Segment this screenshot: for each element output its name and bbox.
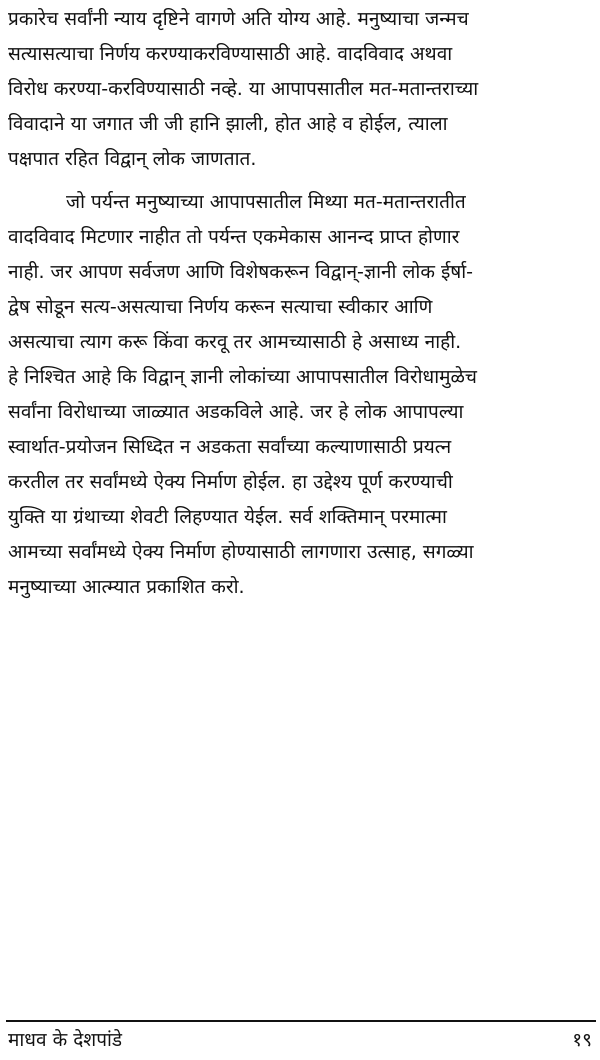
page-footer: [8, 1024, 592, 1056]
footer-author-name: माधव के देशपांडे: [8, 1029, 123, 1051]
text-line: द्वेष सोडून सत्य-असत्याचा निर्णय करून सत्याचा स्वीकार आणि: [8, 296, 433, 318]
paragraph-2: [8, 185, 596, 605]
text-line: करतील तर सर्वांमध्ये ऐक्य निर्माण होईल. हा उद्देश्य पूर्ण करण्याची: [8, 471, 453, 493]
text-line: विरोध करण्या-करविण्यासाठी नव्हे. या आपापसातील मत-मतान्तराच्या: [8, 78, 479, 100]
text-line: नाही. जर आपण सर्वजण आणि विशेषकरून विद्वान्-ज्ञानी लोक ईर्षा-: [8, 261, 474, 283]
text-line: वादविवाद मिटणार नाहीत तो पर्यन्त एकमेकास आनन्द प्राप्त होणार: [8, 226, 460, 248]
text-line: हे निश्चित आहे कि विद्वान् ज्ञानी लोकांच्या आपापसातील विरोधामुळेच: [8, 366, 477, 388]
footer-divider: [6, 1020, 596, 1022]
page-number: १९: [572, 1029, 592, 1051]
text-line: मनुष्याच्या आत्म्यात प्रकाशित करो.: [8, 576, 245, 598]
text-line: प्रकारेच सर्वांनी न्याय दृष्टिने वागणे अति योग्य आहे. मनुष्याचा जन्मच: [8, 8, 469, 30]
page-body-text: [8, 2, 596, 605]
text-line: विवादाने या जगात जी जी हानि झाली, होत आहे व होईल, त्याला: [8, 113, 448, 135]
text-line: सत्यासत्याचा निर्णय करण्याकरविण्यासाठी आहे. वादविवाद अथवा: [8, 43, 453, 65]
text-line: आमच्या सर्वांमध्ये ऐक्य निर्माण होण्यासाठी लागणारा उत्साह, सगळ्या: [8, 541, 474, 563]
text-line: जो पर्यन्त मनुष्याच्या आपापसातील मिथ्या मत-मतान्तरातीत: [66, 191, 466, 213]
text-line: युक्ति या ग्रंथाच्या शेवटी लिहण्यात येईल. सर्व शक्तिमान् परमात्मा: [8, 506, 447, 528]
text-line: असत्याचा त्याग करू किंवा करवू तर आमच्यासाठी हे असाध्य नाही.: [8, 331, 462, 353]
text-line: सर्वांना विरोधाच्या जाळ्यात अडकविले आहे. जर हे लोक आपापल्या: [8, 401, 464, 423]
text-line: पक्षपात रहित विद्वान् लोक जाणतात.: [8, 148, 257, 170]
paragraph-1: [8, 2, 596, 177]
text-line: स्वार्थात-प्रयोजन सिध्दित न अडकता सर्वांच्या कल्याणासाठी प्रयत्न: [8, 436, 452, 458]
